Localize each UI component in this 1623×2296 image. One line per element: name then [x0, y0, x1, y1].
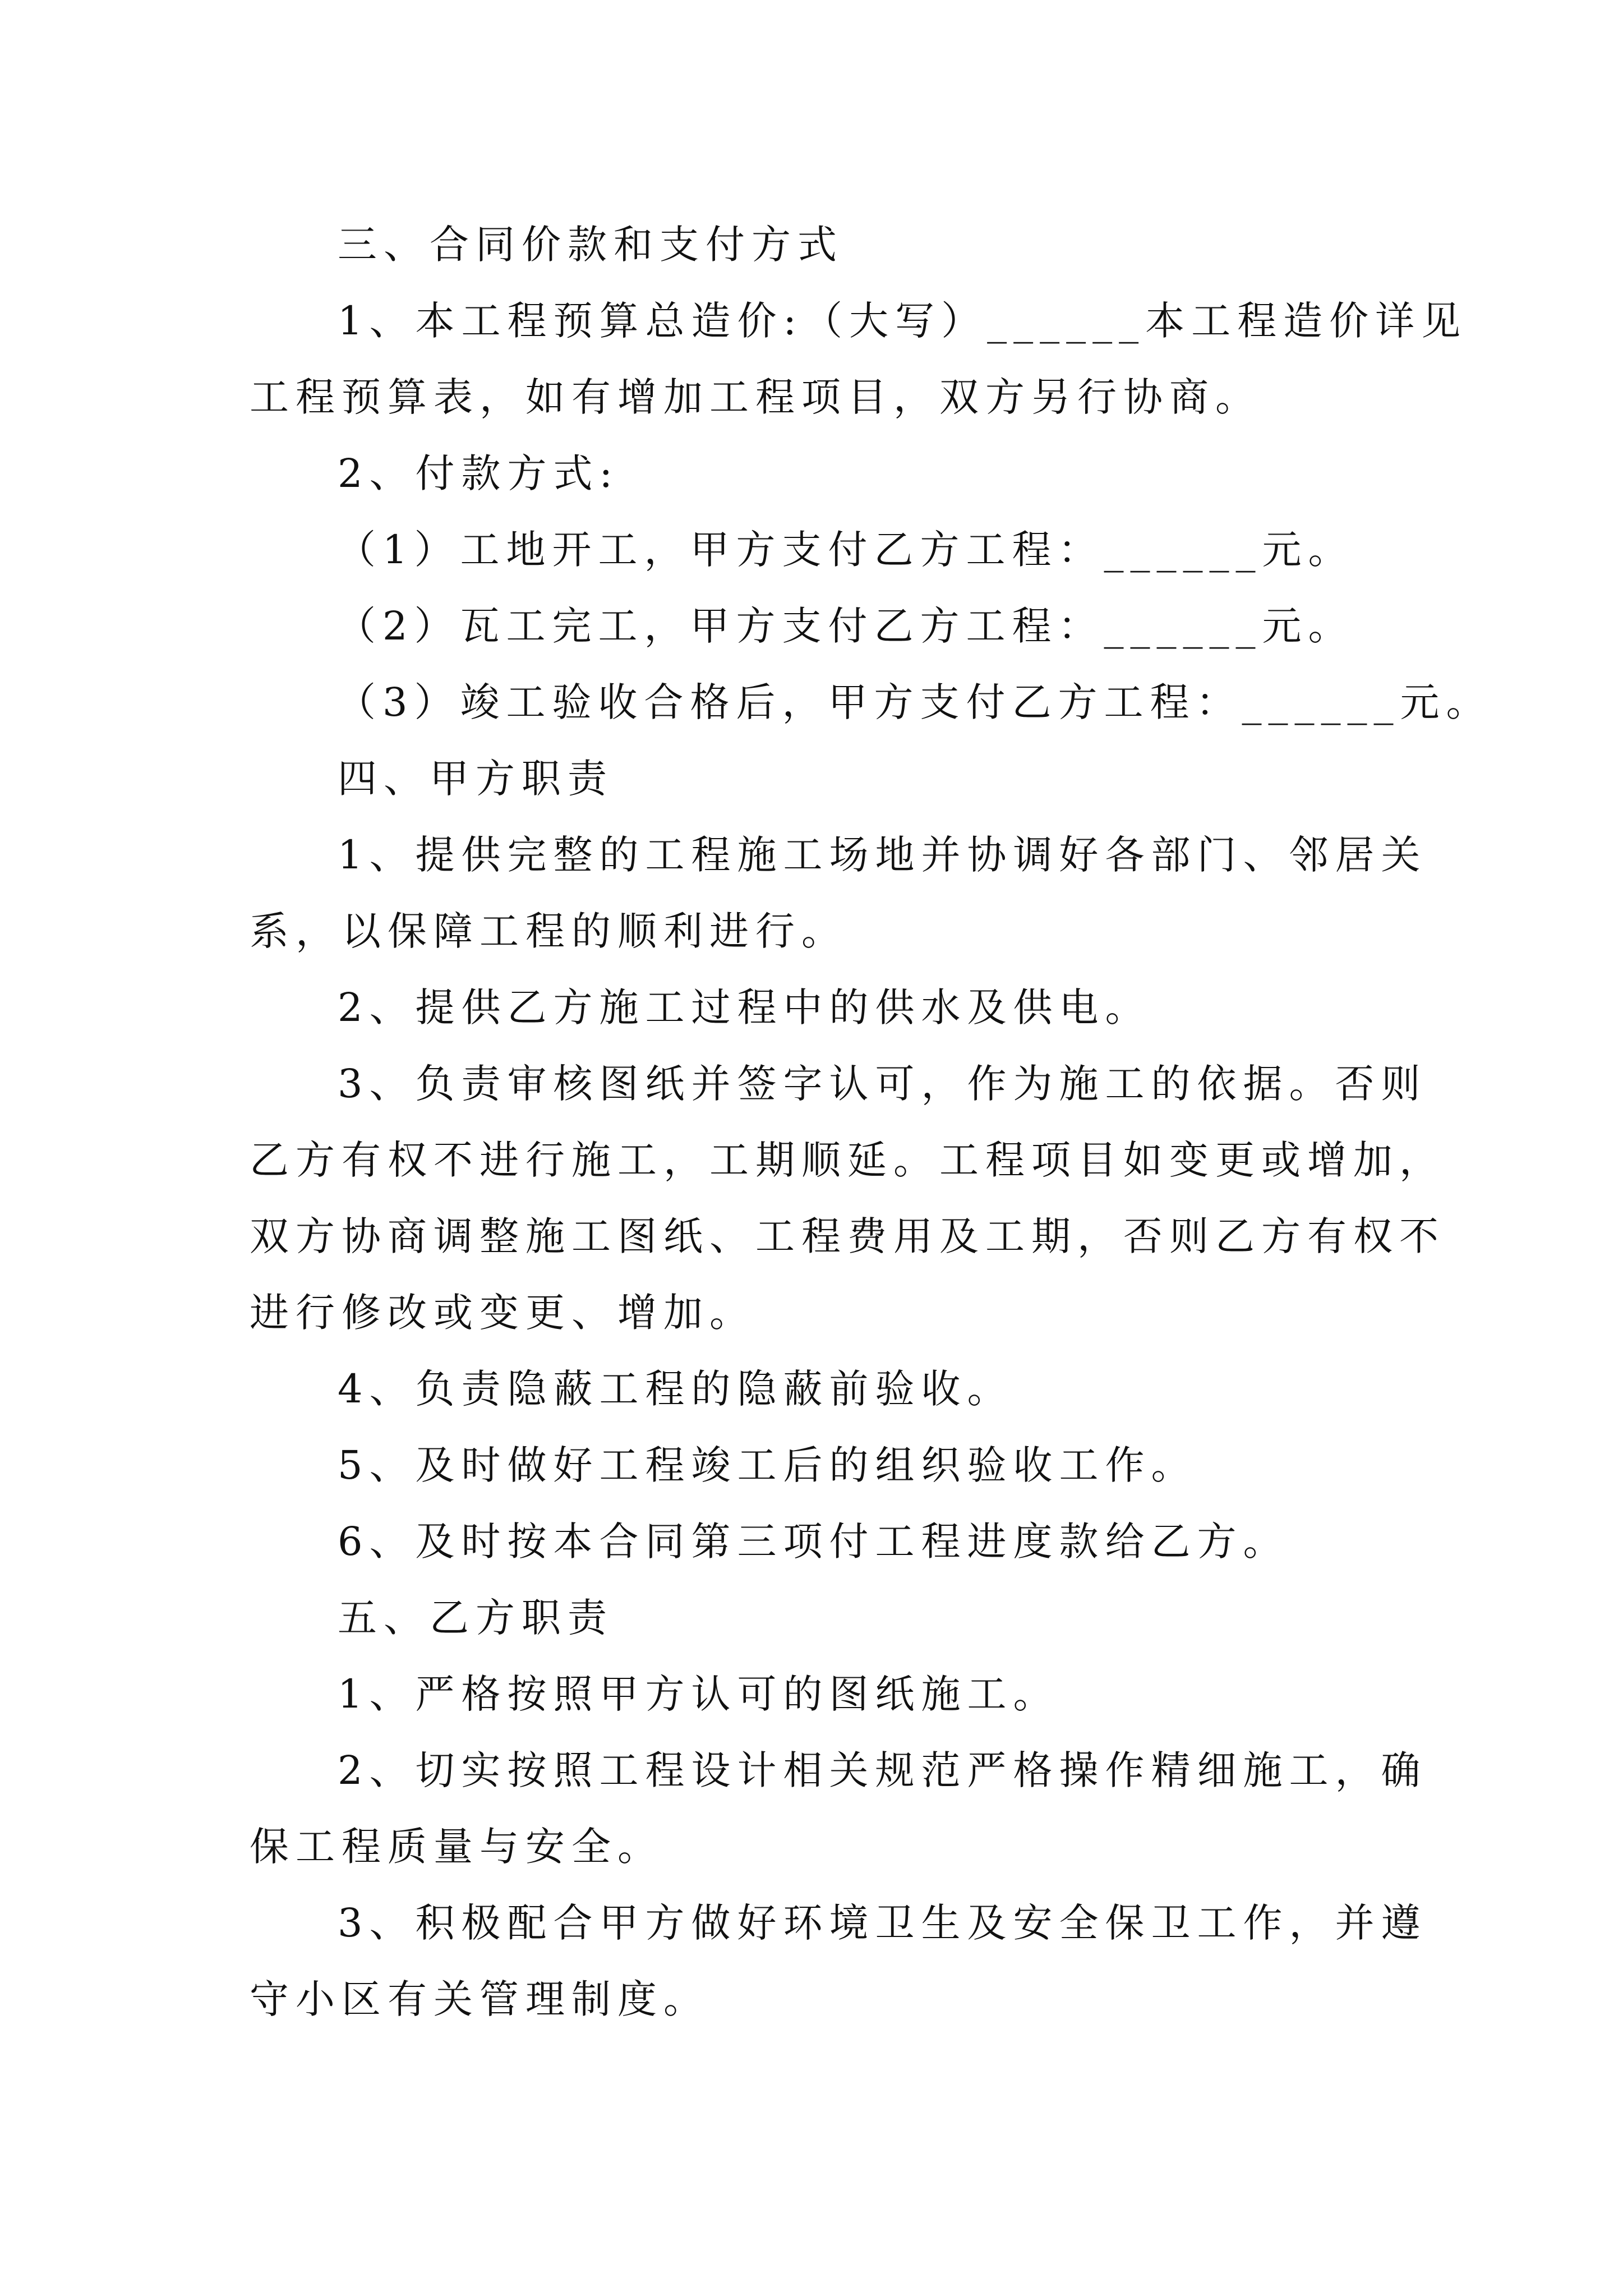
paragraph-line: 1、提供完整的工程施工场地并协调好各部门、邻居关: [338, 832, 1427, 878]
paragraph-line: 2、提供乙方施工过程中的供水及供电。: [338, 984, 1151, 1030]
paragraph-line: 4、负责隐蔽工程的隐蔽前验收。: [338, 1366, 1013, 1412]
paragraph-line: 守小区有关管理制度。: [250, 1976, 709, 2022]
paragraph-line: 系，以保障工程的顺利进行。: [250, 908, 847, 954]
paragraph-line: 双方协商调整施工图纸、工程费用及工期，否则乙方有权不: [250, 1213, 1445, 1259]
paragraph-line: 2、切实按照工程设计相关规范严格操作精细施工，确: [338, 1747, 1427, 1793]
paragraph-line: 1、严格按照甲方认可的图纸施工。: [338, 1671, 1059, 1717]
payment-item: （3）竣工验收合格后，甲方支付乙方工程：______元。: [336, 679, 1492, 725]
payment-item: （2）瓦工完工，甲方支付乙方工程：______元。: [336, 603, 1354, 649]
paragraph-line: 乙方有权不进行施工，工期顺延。工程项目如变更或增加，: [250, 1137, 1445, 1183]
paragraph-line: 3、积极配合甲方做好环境卫生及安全保卫工作，并遵: [338, 1900, 1427, 1946]
paragraph-line: 1、本工程预算总造价:（大写）______本工程造价详见: [338, 298, 1468, 344]
paragraph-line: 5、及时做好工程竣工后的组织验收工作。: [338, 1442, 1197, 1488]
paragraph-line: 3、负责审核图纸并签字认可，作为施工的依据。否则: [338, 1061, 1427, 1107]
paragraph-line: 保工程质量与安全。: [250, 1824, 663, 1870]
section-heading-party-a: 四、甲方职责: [338, 756, 614, 802]
section-heading-price-payment: 三、合同价款和支付方式: [338, 222, 843, 268]
paragraph-line: 进行修改或变更、增加。: [250, 1290, 755, 1336]
payment-item: （1）工地开工，甲方支付乙方工程：______元。: [336, 527, 1354, 573]
document-body: [250, 206, 1492, 2037]
paragraph-line: 6、及时按本合同第三项付工程进度款给乙方。: [338, 1519, 1289, 1565]
paragraph-line: 2、付款方式:: [338, 450, 620, 496]
section-heading-party-b: 五、乙方职责: [338, 1595, 614, 1641]
paragraph-line: 工程预算表，如有增加工程项目，双方另行协商。: [250, 374, 1261, 420]
